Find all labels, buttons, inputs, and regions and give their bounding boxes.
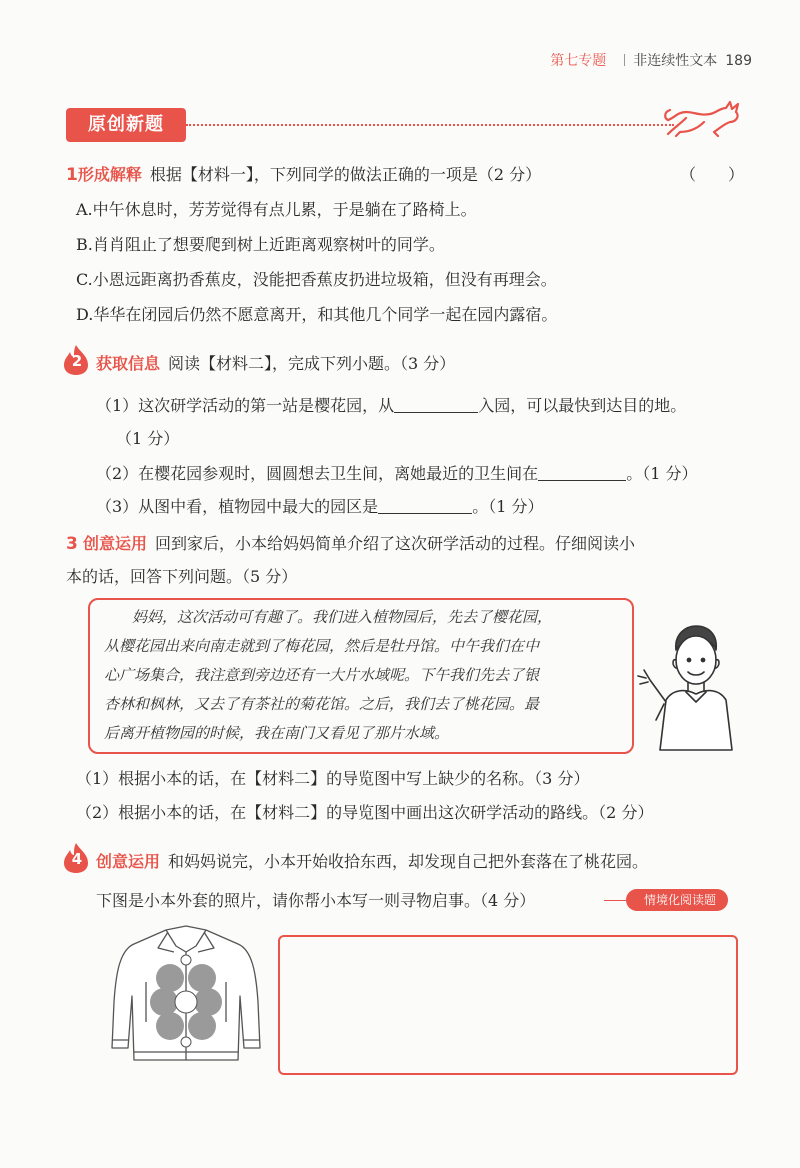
page-number: 189 bbox=[725, 53, 752, 69]
section-banner: 原创新题 bbox=[66, 108, 186, 142]
q2-number: 2 bbox=[71, 352, 83, 370]
q2-sub3-pre: （3）从图中看，植物园中最大的园区是 bbox=[96, 497, 379, 516]
q1-answer-bracket[interactable]: （ ） bbox=[680, 165, 745, 184]
q1-type: 形成解释 bbox=[77, 165, 142, 184]
q2-sub3 bbox=[96, 495, 543, 519]
tag-connector bbox=[604, 900, 626, 901]
dialog-line: 杏林和枫林，又去了有茶社的菊花馆。之后，我们去了桃花园。最 bbox=[104, 695, 540, 713]
q2-sub1 bbox=[96, 394, 686, 418]
q2-sub1-pre: （1）这次研学活动的第一站是樱花园，从 bbox=[96, 396, 395, 415]
dialog-line: 从樱花园出来向南走就到了梅花园，然后是牡丹馆。中午我们在中 bbox=[104, 637, 540, 655]
q2-stem bbox=[96, 352, 455, 376]
q1-option-c: C.小恩远距离扔香蕉皮，没能把香蕉皮扔进垃圾箱，但没有再理会。 bbox=[76, 270, 557, 289]
q3-number: 3 bbox=[66, 534, 78, 554]
q4-stem bbox=[96, 850, 648, 874]
q2-sub2-blank[interactable] bbox=[538, 480, 626, 481]
q2-sub1-score: （1 分） bbox=[116, 429, 180, 448]
tag-badge: 情境化阅读题 bbox=[626, 889, 728, 911]
dialog-line: 心广场集合，我注意到旁边还有一大片水域呢。下午我们先去了银 bbox=[104, 666, 540, 684]
q2-sub2-pre: （2）在樱花园参观时，圆圆想去卫生间，离她最近的卫生间在 bbox=[96, 464, 539, 483]
q2-sub3-post: 。（1 分） bbox=[472, 497, 544, 516]
page-header bbox=[550, 50, 752, 70]
q2-sub1-blank[interactable] bbox=[394, 412, 478, 413]
dialog-line: 妈妈，这次活动可有趣了。我们进入植物园后，先去了樱花园， bbox=[132, 608, 553, 626]
q3-sub1: （1）根据小本的话，在【材料二】的导览图中写上缺少的名称。（3 分） bbox=[76, 769, 590, 788]
q3-sub2: （2）根据小本的话，在【材料二】的导览图中画出这次研学活动的路线。（2 分） bbox=[76, 803, 654, 822]
q2-sub2 bbox=[96, 462, 697, 486]
answer-box[interactable] bbox=[278, 935, 738, 1075]
q4-number: 4 bbox=[71, 850, 83, 868]
dialog-line: 后离开植物园的时候，我在南门又看见了那片水域。 bbox=[104, 724, 450, 742]
q4-text-line1: 和妈妈说完，小本开始收拾东西，却发现自己把外套落在了桃花园。 bbox=[168, 852, 649, 871]
q2-sub1-post: 入园，可以最快到达目的地。 bbox=[478, 396, 687, 415]
q1-option-a: A.中午休息时，芳芳觉得有点儿累，于是躺在了路椅上。 bbox=[76, 200, 477, 219]
banner-dotted-line bbox=[186, 124, 674, 126]
q1-option-d: D.华华在闭园后仍然不愿意离开，和其他几个同学一起在园内露宿。 bbox=[76, 305, 558, 324]
q2-text: 阅读【材料二】，完成下列小题。（3 分） bbox=[168, 354, 456, 373]
cat-icon bbox=[664, 98, 748, 138]
q1-number: 1 bbox=[66, 165, 78, 185]
q2-sub3-blank[interactable] bbox=[378, 513, 472, 514]
header-topic: 第七专题 bbox=[550, 53, 607, 69]
q4-type: 创意运用 bbox=[96, 852, 161, 871]
q3-text-line2: 本的话，回答下列问题。（5 分） bbox=[66, 567, 298, 586]
q3-stem bbox=[66, 532, 635, 556]
header-separator bbox=[624, 54, 625, 66]
q2-sub2-post: 。（1 分） bbox=[626, 464, 698, 483]
q1-option-b: B.肖肖阻止了想要爬到树上近距离观察树叶的同学。 bbox=[76, 235, 445, 254]
q3-type: 创意运用 bbox=[82, 534, 147, 553]
jacket-illustration bbox=[106, 922, 266, 1072]
q3-text-line1: 回到家后，小本给妈妈简单介绍了这次研学活动的过程。仔细阅读小 bbox=[154, 534, 635, 553]
q2-type: 获取信息 bbox=[96, 354, 161, 373]
header-subject: 非连续性文本 bbox=[633, 53, 718, 69]
q1-text: 根据【材料一】，下列同学的做法正确的一项是（2 分） bbox=[149, 165, 542, 184]
q1-stem bbox=[66, 163, 541, 187]
boy-illustration bbox=[636, 620, 746, 760]
q4-text-line2: 下图是小本外套的照片，请你帮小本写一则寻物启事。（4 分） bbox=[96, 891, 536, 910]
